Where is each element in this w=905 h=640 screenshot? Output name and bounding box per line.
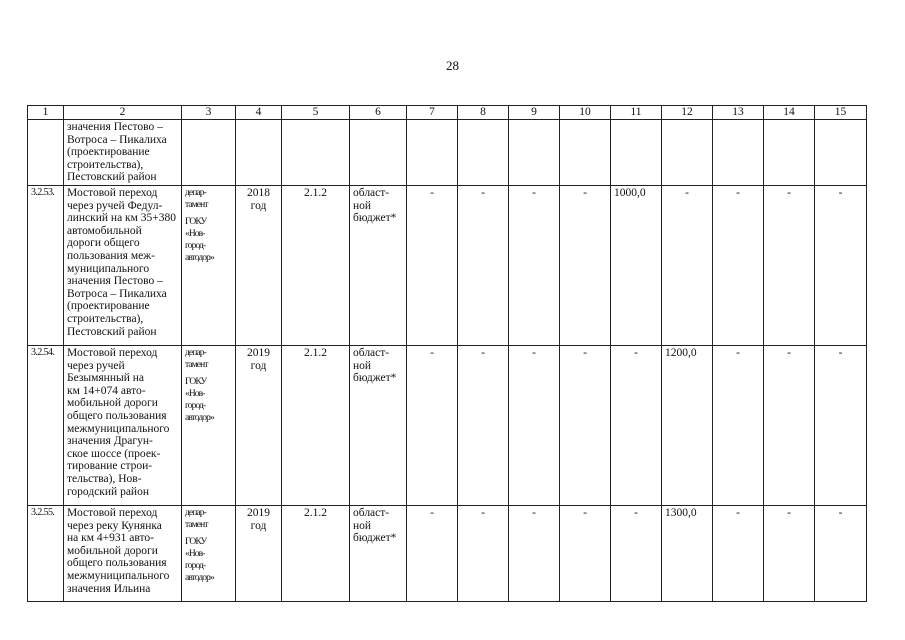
column-header: 9: [509, 106, 560, 120]
executor-department: депар- тамент: [185, 507, 208, 530]
value-cell: -: [764, 505, 815, 601]
year-cell: 2019 год: [236, 345, 282, 505]
value-cell: -: [611, 505, 662, 601]
column-header: 10: [560, 106, 611, 120]
empty-cell: [611, 120, 662, 186]
empty-cell: [182, 120, 236, 186]
row-number-cell: 3.2.53.: [28, 185, 64, 345]
value-cell: -: [509, 345, 560, 505]
table-row: [28, 185, 867, 345]
value-cell: -: [407, 505, 458, 601]
value-cell: 1200,0: [662, 345, 713, 505]
table-row: [28, 345, 867, 505]
column-number-row: [28, 106, 867, 120]
executor-department: депар- тамент: [185, 347, 208, 370]
empty-cell: [407, 120, 458, 186]
column-header: 6: [350, 106, 407, 120]
value-cell: -: [560, 185, 611, 345]
row-number-cell: 3.2.54.: [28, 345, 64, 505]
value-cell: -: [458, 505, 509, 601]
year-cell: 2018 год: [236, 185, 282, 345]
empty-cell: [458, 120, 509, 186]
executor-cell: [182, 505, 236, 601]
executor-organization: ГОКУ «Нов- город- автодор»: [185, 376, 214, 423]
value-cell: -: [764, 345, 815, 505]
year-cell: 2019 год: [236, 505, 282, 601]
column-header: 1: [28, 106, 64, 120]
value-cell: -: [764, 185, 815, 345]
empty-cell: [236, 120, 282, 186]
column-header: 4: [236, 106, 282, 120]
empty-cell: [815, 120, 867, 186]
column-header: 12: [662, 106, 713, 120]
value-cell: -: [611, 345, 662, 505]
row-number-cell: [28, 120, 64, 186]
table-row: [28, 505, 867, 601]
empty-cell: [713, 120, 764, 186]
value-cell: -: [713, 345, 764, 505]
value-cell: -: [713, 185, 764, 345]
column-header: 2: [64, 106, 182, 120]
value-cell: -: [662, 185, 713, 345]
value-cell: 1000,0: [611, 185, 662, 345]
executor-cell: [182, 185, 236, 345]
object-name-cell: Мостовой переход через реку Кунянка на км 4+931 авто- мобильной дороги общего пользования межмуниципального значения Ильина: [64, 505, 182, 601]
value-cell: -: [815, 345, 867, 505]
object-name-cell: Мостовой переход через ручей Безымянный на км 14+074 авто- мобильной дороги общего пользования межмуниципального значения Драгун- ское шоссе (проек- тирование строи- тельства), Нов- городский район: [64, 345, 182, 505]
object-name-cell: Мостовой переход через ручей Федул- линский на км 35+380 автомобильной дороги общего пользования меж- муниципального значения Пестово – Вотроса – Пикалиха (проектирование строительства), Пестовский район: [64, 185, 182, 345]
value-cell: -: [713, 505, 764, 601]
column-header: 5: [282, 106, 350, 120]
funding-source-cell: област- ной бюджет*: [350, 345, 407, 505]
row-number-cell: 3.2.55.: [28, 505, 64, 601]
value-cell: -: [509, 505, 560, 601]
value-cell: -: [815, 505, 867, 601]
executor-organization: ГОКУ «Нов- город- автодор»: [185, 536, 214, 583]
empty-cell: [560, 120, 611, 186]
value-cell: -: [458, 185, 509, 345]
column-header: 13: [713, 106, 764, 120]
value-cell: -: [560, 505, 611, 601]
program-table: [27, 105, 867, 602]
funding-source-cell: област- ной бюджет*: [350, 505, 407, 601]
empty-cell: [350, 120, 407, 186]
continuation-row: [28, 120, 867, 186]
value-cell: 1300,0: [662, 505, 713, 601]
empty-cell: [764, 120, 815, 186]
code-cell: 2.1.2: [282, 505, 350, 601]
value-cell: -: [815, 185, 867, 345]
executor-cell: [182, 345, 236, 505]
column-header: 14: [764, 106, 815, 120]
empty-cell: [509, 120, 560, 186]
value-cell: -: [458, 345, 509, 505]
empty-cell: [662, 120, 713, 186]
value-cell: -: [509, 185, 560, 345]
value-cell: -: [560, 345, 611, 505]
column-header: 11: [611, 106, 662, 120]
value-cell: -: [407, 185, 458, 345]
page-number: 28: [446, 58, 459, 73]
empty-cell: [282, 120, 350, 186]
funding-source-cell: област- ной бюджет*: [350, 185, 407, 345]
column-header: 3: [182, 106, 236, 120]
code-cell: 2.1.2: [282, 345, 350, 505]
executor-organization: ГОКУ «Нов- город- автодор»: [185, 216, 214, 263]
object-name-cell: значения Пестово – Вотроса – Пикалиха (проектирование строительства), Пестовский район: [64, 120, 182, 186]
column-header: 15: [815, 106, 867, 120]
column-header: 7: [407, 106, 458, 120]
executor-department: депар- тамент: [185, 187, 208, 210]
value-cell: -: [407, 345, 458, 505]
code-cell: 2.1.2: [282, 185, 350, 345]
column-header: 8: [458, 106, 509, 120]
